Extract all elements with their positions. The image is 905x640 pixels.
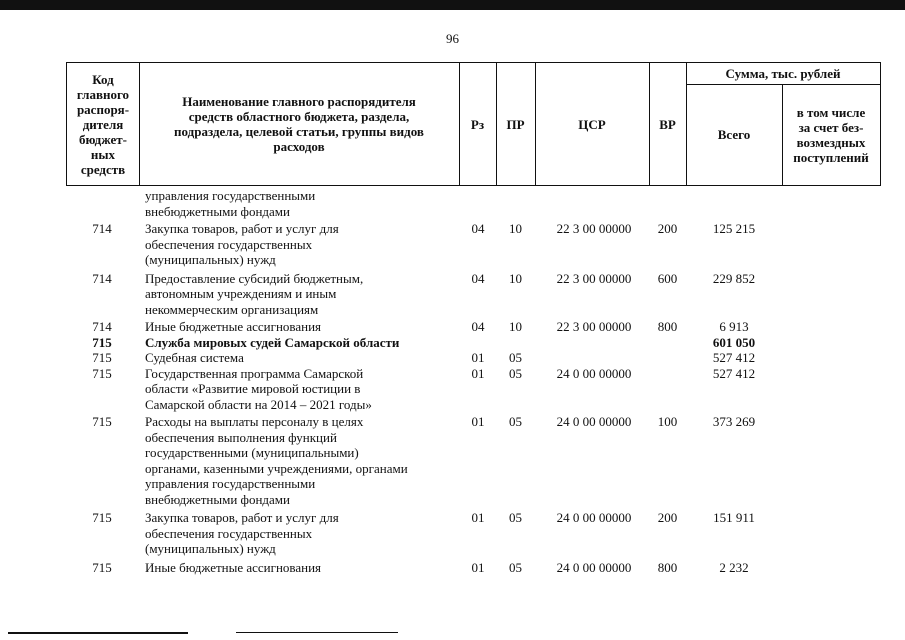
row-total: 527 412 <box>712 365 756 381</box>
row-vr: 800 <box>657 559 678 575</box>
bottom-scan-line <box>8 632 188 634</box>
row-vr: 600 <box>657 270 678 286</box>
header-name-line: Наименование главного распорядителя <box>182 94 416 109</box>
row-name-line: Закупка товаров, работ и услуг для <box>145 221 339 236</box>
row-name-line: Расходы на выплаты персоналу в целях <box>145 414 364 429</box>
table-body <box>66 188 881 575</box>
row-csr: 24 0 00 00000 <box>556 365 632 381</box>
row-csr: 24 0 00 00000 <box>556 510 632 525</box>
table-row <box>66 350 881 366</box>
row-vr: 200 <box>657 221 678 236</box>
row-name <box>145 510 457 557</box>
header-code-line: главного <box>76 86 130 102</box>
row-csr: 22 3 00 00000 <box>556 319 632 334</box>
row-name-line: обеспечения государственных <box>145 236 313 252</box>
row-name-line: автономным учреждениям и иным <box>145 286 337 301</box>
header-name <box>139 63 459 185</box>
header-code-line: распоря- <box>76 101 130 117</box>
bottom-scan-line <box>236 632 398 633</box>
row-code: 715 <box>92 365 112 381</box>
header-pr: ПР <box>506 116 525 132</box>
row-name <box>145 414 457 507</box>
row-name <box>145 350 457 366</box>
row-pr: 10 <box>509 270 522 286</box>
header-code <box>67 63 139 185</box>
row-code: 715 <box>92 414 112 429</box>
row-pr: 05 <box>509 414 522 429</box>
row-name-line: обеспечения выполнения функций <box>145 429 337 445</box>
row-total: 373 269 <box>712 414 756 429</box>
row-code: 715 <box>92 510 112 525</box>
row-name <box>145 319 457 335</box>
row-name-line: области «Развитие мировой юстиции в <box>145 381 361 396</box>
row-rz: 01 <box>471 559 485 575</box>
row-code: 714 <box>92 221 112 236</box>
row-total: 125 215 <box>712 221 756 236</box>
table-row <box>66 560 881 576</box>
row-name-line: Самарской области на 2014 – 2021 годы» <box>145 396 372 412</box>
header-code-line: ных <box>90 146 116 162</box>
row-total: 6 913 <box>719 319 749 334</box>
row-rz: 01 <box>471 350 485 365</box>
header-code-line: дителя <box>82 116 124 132</box>
row-total: 2 232 <box>719 559 749 575</box>
row-name <box>145 366 457 413</box>
row-code: 714 <box>92 270 112 286</box>
row-code: 715 <box>92 350 112 365</box>
row-vr: 800 <box>657 319 678 334</box>
row-vr: 200 <box>657 510 678 525</box>
header-code-line: Код <box>92 71 114 87</box>
row-name-line: (муниципальных) нужд <box>145 541 276 556</box>
table-row <box>66 319 881 335</box>
row-pr: 05 <box>509 510 522 525</box>
header-rz: Рз <box>470 116 485 132</box>
row-name-line: управления государственными <box>145 476 316 491</box>
row-name-line: Судебная система <box>145 350 244 365</box>
row-total: 229 852 <box>712 270 756 286</box>
header-code-line: бюджет- <box>78 131 127 147</box>
row-rz: 01 <box>471 414 485 429</box>
row-csr: 24 0 00 00000 <box>556 414 632 429</box>
row-pr: 10 <box>509 319 522 334</box>
row-name <box>145 560 457 576</box>
table-header <box>66 62 881 186</box>
header-incl-line: за счет без- <box>798 119 864 135</box>
row-name-line: (муниципальных) нужд <box>145 252 276 267</box>
row-name-line: внебюджетными фондами <box>145 203 290 219</box>
header-incl-line: в том числе <box>796 104 866 120</box>
table-row <box>66 414 881 507</box>
row-name <box>145 221 457 268</box>
header-csr: ЦСР <box>578 116 606 132</box>
row-code: 715 <box>92 334 112 350</box>
table-row <box>66 271 881 318</box>
row-name-line: внебюджетными фондами <box>145 491 290 507</box>
row-name <box>145 335 457 351</box>
header-name-line: средств областного бюджета, раздела, <box>188 109 410 124</box>
page-number: 96 <box>446 31 459 46</box>
top-scan-border <box>0 0 905 10</box>
row-name-line: управления государственными <box>145 188 316 203</box>
row-code: 715 <box>92 559 112 575</box>
header-name-line: подраздела, целевой статьи, группы видов <box>174 124 424 139</box>
row-pr: 10 <box>509 221 522 236</box>
header-code-line: средств <box>80 161 126 177</box>
row-name <box>145 271 457 318</box>
header-incl-line: поступлений <box>793 149 869 165</box>
row-name-line: государственными (муниципальными) <box>145 445 359 460</box>
row-name-line: органами, казенными учреждениями, органами <box>145 460 408 476</box>
row-name-line: Иные бюджетные ассигнования <box>145 319 322 334</box>
row-csr: 24 0 00 00000 <box>556 559 632 575</box>
row-total: 151 911 <box>713 510 755 525</box>
header-total: Всего <box>717 127 751 142</box>
row-pr: 05 <box>509 350 522 365</box>
header-incl <box>782 84 880 185</box>
row-rz: 01 <box>471 510 485 525</box>
row-total: 527 412 <box>712 350 756 365</box>
table-row <box>66 335 881 351</box>
table-row <box>66 510 881 557</box>
row-pr: 05 <box>509 559 522 575</box>
header-sum-title: Сумма, тыс. рублей <box>725 66 841 81</box>
row-rz: 04 <box>471 270 485 286</box>
row-name-line: некоммерческим организациям <box>145 301 319 317</box>
row-vr: 100 <box>657 414 678 429</box>
table-row <box>66 188 881 219</box>
row-pr: 05 <box>509 365 522 381</box>
row-csr: 22 3 00 00000 <box>556 221 632 236</box>
row-name-line: Иные бюджетные ассигнования <box>145 559 322 575</box>
header-incl-line: возмездных <box>796 134 866 150</box>
row-name-line: Закупка товаров, работ и услуг для <box>145 510 339 525</box>
row-rz: 01 <box>471 365 485 381</box>
table-row <box>66 366 881 413</box>
table-row <box>66 221 881 268</box>
header-vr: ВР <box>659 116 676 132</box>
header-name-line: расходов <box>273 139 325 154</box>
row-name-line: обеспечения государственных <box>145 525 313 541</box>
row-total: 601 050 <box>712 334 756 350</box>
row-code: 714 <box>92 319 112 334</box>
row-rz: 04 <box>471 319 485 334</box>
row-rz: 04 <box>471 221 485 236</box>
row-csr: 22 3 00 00000 <box>556 270 632 286</box>
row-name-line: Предоставление субсидий бюджетным, <box>145 270 364 286</box>
row-name-line: Государственная программа Самарской <box>145 365 364 381</box>
row-name <box>145 188 457 219</box>
row-name-line: Служба мировых судей Самарской области <box>145 334 400 350</box>
